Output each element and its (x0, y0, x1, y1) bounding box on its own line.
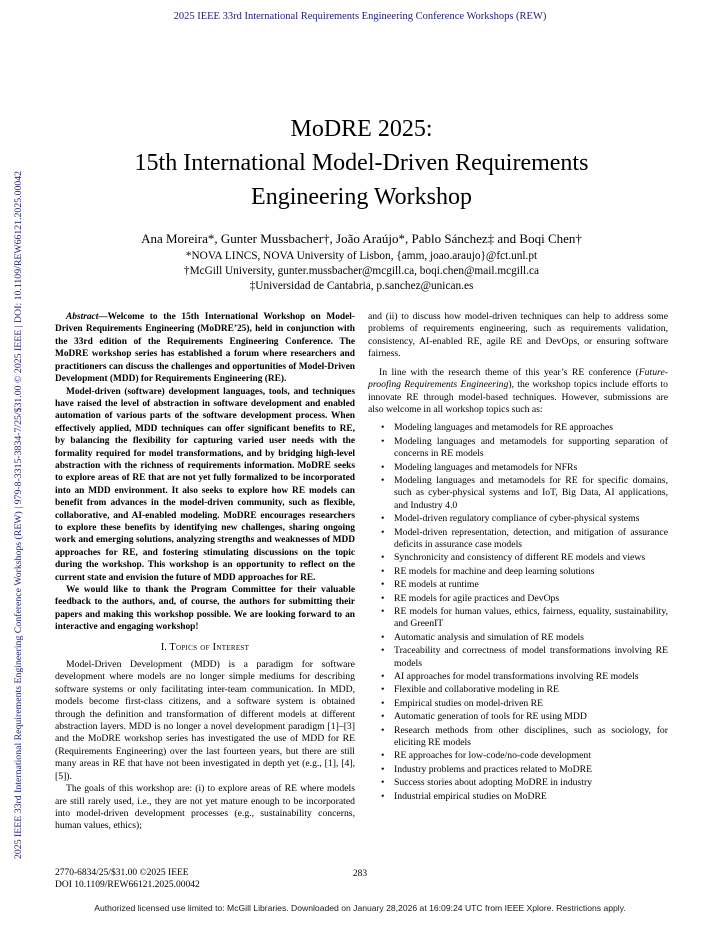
list-item: • Model-driven representation, detection, and mitigation of assurance deficits in assurance case models (384, 527, 668, 552)
list-item: • RE models at runtime (384, 579, 668, 591)
list-item: • RE models for agile practices and DevOps (384, 593, 668, 605)
abstract-paragraph-1 (55, 311, 355, 385)
title-line-3: Engineering Workshop (251, 184, 472, 211)
section-number: I. (160, 641, 167, 653)
list-item: • RE models for human values, ethics, fairness, equality, sustainability, and GreenIT (384, 606, 668, 631)
list-item: • Automatic analysis and simulation of RE models (384, 632, 668, 644)
section-heading-topics-of-interest (55, 642, 355, 654)
paper-content (55, 96, 668, 833)
list-item: • Model-driven regulatory compliance of cyber-physical systems (384, 513, 668, 525)
list-item: • RE models for machine and deep learning solutions (384, 566, 668, 578)
affiliation-nova: *NOVA LINCS, NOVA University of Lisbon, {amm, joao.araujo}@fct.unl.pt (185, 250, 538, 263)
section-title: Topics of Interest (169, 641, 250, 653)
topics-paragraph-2-continued: and (ii) to discuss how model-driven techniques can help to address some problems of requirements engineering, such as requirements validation, consistency, AI-enabled RE, agile RE and DevOps, or ensuring software fairness. (368, 311, 668, 360)
paper-title (55, 112, 668, 214)
title-line-2: 15th International Model-Driven Requirements (134, 150, 589, 177)
right-column (368, 311, 668, 833)
list-item: • Industry problems and practices related to MoDRE (384, 764, 668, 776)
list-item: • Success stories about adopting MoDRE in industry (384, 777, 668, 789)
title-line-1: MoDRE 2025: (290, 116, 433, 143)
page-number: 283 (352, 869, 368, 879)
list-item: • RE approaches for low-code/no-code development (384, 750, 668, 762)
list-item: • Industrial empirical studies on MoDRE (384, 791, 668, 803)
two-column-body (55, 311, 668, 833)
abstract-paragraph-1-text: —Welcome to the 15th International Workshop on Model-Driven Requirements Engineering (MoDRE’25), held in conjunction with the 33rd edition of the Requirements Engineering Conference. The MoDRE workshop series has established a forum where researchers and practitioners can discuss the challenges and opportunities of Model-Driven Development (MDD) for Requirements Engineering (RE). (55, 312, 355, 385)
topics-paragraph-3-before: In line with the research theme of this year’s RE conference ( (379, 366, 639, 378)
list-item: • Empirical studies on model-driven RE (384, 698, 668, 710)
topics-paragraph-3 (368, 367, 668, 417)
license-notice: Authorized licensed use limited to: McGill Libraries. Downloaded on January 28,2026 at 16:09:24 UTC from IEEE Xplore. Restrictions apply. (94, 903, 626, 913)
conference-theme-italic: Future-proofing Requirements Engineering (368, 366, 668, 391)
affiliation-mcgill: †McGill University, gunter.mussbacher@mcgill.ca, boqi.chen@mail.mcgill.ca (183, 265, 540, 278)
affiliations-block (55, 249, 668, 294)
list-item: • Flexible and collaborative modeling in RE (384, 684, 668, 696)
list-item: • Automatic generation of tools for RE using MDD (384, 711, 668, 723)
abstract-paragraph-2: Model-driven (software) development languages, tools, and techniques have raised the level of abstraction in software development and enabled automation of various parts of the software development process. When effectively applied, MDD techniques can offer significant benefits to RE, by balancing the flexibility for capturing varied user needs with the formality required for model transformations, and by bridging high-level abstraction with the richness of requirements information. MoDRE seeks to explore areas of RE that are not yet fully formalized to be incorporated into an MDD environment. It also seeks to explore how RE models can benefit from advances in the model-driven community, such as flexible, collaborative, and AI-enabled modeling. MoDRE encourages researchers to explore these benefits by identifying new challenges, sharing ongoing work and emerging solutions, analyzing strengths and weaknesses of MDD approaches for RE, and fostering stimulating discussions on the topic during the workshop. This workshop is an opportunity to reflect on the current state and envision the future of MDD approaches for RE. (55, 386, 355, 583)
list-item: • AI approaches for model transformations involving RE models (384, 671, 668, 683)
list-item: • Modeling languages and metamodels for supporting separation of concerns in RE models (384, 436, 668, 461)
abstract-paragraph-3: We would like to thank the Program Committee for their valuable feedback to the authors, and, of course, the authors for submitting their papers and making this workshop possible. We are looking forward to an interactive and engaging workshop! (55, 585, 355, 633)
list-item: • Synchronicity and consistency of different RE models and views (384, 552, 668, 564)
left-column (55, 311, 355, 833)
footer-doi-line: DOI 10.1109/REW66121.2025.00042 (55, 879, 200, 890)
topics-paragraph-3-after: ), the workshop topics include efforts to innovate RE through model-based techniques. However, submissions are also welcome in all workshop topics such as: (368, 379, 668, 415)
authors-line: Ana Moreira*, Gunter Mussbacher†, João Araújo*, Pablo Sánchez‡ and Boqi Chen† (141, 231, 582, 247)
running-header: 2025 IEEE 33rd International Requirements Engineering Conference Workshops (REW) (173, 11, 547, 22)
list-item: • Modeling languages and metamodels for RE for specific domains, such as cyber-physical systems and IoT, Big Data, AI applications, and Industry 4.0 (384, 475, 668, 512)
sidebar-copyright-vertical: 2025 IEEE 33rd International Requirements Engineering Conference Workshops (REW) | 979-8-3315-3834-7/25/$31.00 © 2025 IEEE | DOI: 10.1109/REW66121.2025.00042 (13, 170, 24, 859)
list-item: • Research methods from other disciplines, such as sociology, for eliciting RE models (384, 725, 668, 750)
topics-paragraph-1: Model-Driven Development (MDD) is a paradigm for software development where models are no longer simple mediums for describing software systems or only facilitating inter-team communication. In MDD, models become first-class citizens, and a software system is obtained through the definition and transformation of different models at different abstraction layers. MDD is no longer a novel development paradigm [1]–[3] and the MoDRE workshop series has investigated the use of MDD for RE (Requirements Engineering) over the last fourteen years, but there are still many areas in RE that have not been investigated in depth yet (e.g., [1], [4], [5]). (55, 659, 355, 782)
list-item: • Traceability and correctness of model transformations involving RE models (384, 645, 668, 670)
abstract-section (55, 311, 355, 634)
list-item: • Modeling languages and metamodels for NFRs (384, 462, 668, 474)
affiliation-cantabria: ‡Universidad de Cantabria, p.sanchez@unican.es (249, 280, 474, 293)
topics-paragraph-2: The goals of this workshop are: (i) to explore areas of RE where models are still rarely used, i.e., they are not yet mature enough to be incorporated into model-driven development processes (e.g., sustainability concerns, human values, ethics); (55, 783, 355, 832)
list-item: • Modeling languages and metamodels for RE approaches (384, 422, 668, 434)
footer-issn-line: 2770-6834/25/$31.00 ©2025 IEEE (55, 868, 189, 878)
abstract-lead-label: Abstract (66, 312, 99, 323)
topics-list (368, 422, 668, 803)
